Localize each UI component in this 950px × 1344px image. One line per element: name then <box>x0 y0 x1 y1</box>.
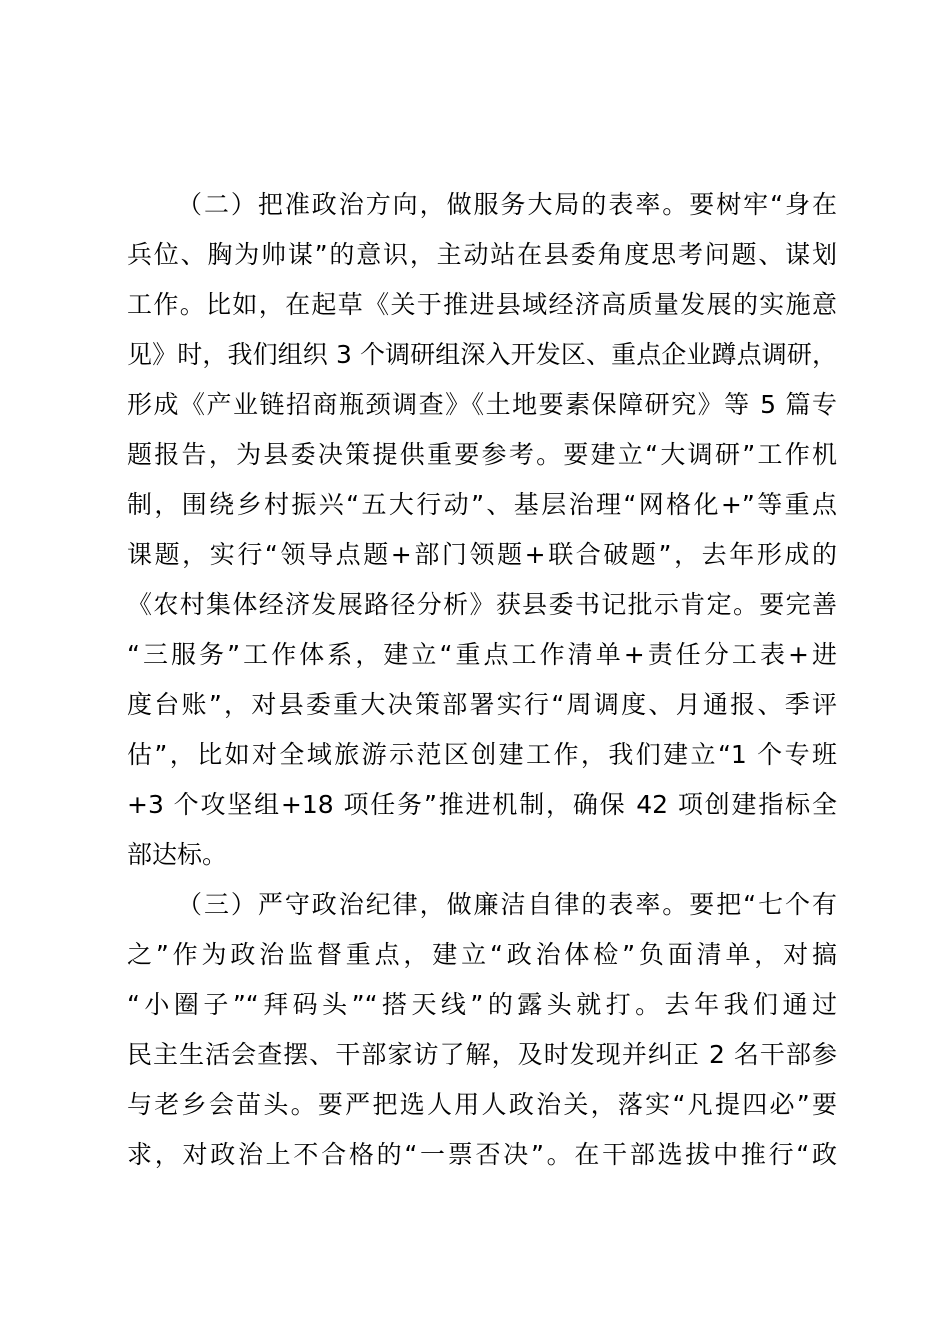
paragraph-2-line-4: 见》时，我们组织 3 个调研组深入开发区、重点企业蹲点调研， <box>127 340 837 369</box>
paragraph-2-line-12: 估”，比如对全域旅游示范区创建工作，我们建立“1 个专班 <box>127 740 837 769</box>
paragraph-2-line-14: 部达标。 <box>127 840 228 869</box>
paragraph-3-line-2: 之”作为政治监督重点，建立“政治体检”负面清单，对搞 <box>127 940 837 969</box>
paragraph-3-line-1: （三）严守政治纪律，做廉洁自律的表率。要把“七个有 <box>177 890 837 919</box>
paragraph-3-line-4: 民主生活会查摆、干部家访了解，及时发现并纠正 2 名干部参 <box>127 1040 837 1069</box>
paragraph-2-line-10: “三服务”工作体系，建立“重点工作清单+责任分工表+进 <box>127 640 837 669</box>
paragraph-2-line-1: （二）把准政治方向，做服务大局的表率。要树牢“身在 <box>177 190 837 219</box>
paragraph-2-line-2: 兵位、胸为帅谋”的意识，主动站在县委角度思考问题、谋划 <box>127 240 837 269</box>
paragraph-2-line-13: +3 个攻坚组+18 项任务”推进机制，确保 42 项创建指标全 <box>127 790 837 819</box>
paragraph-2-line-9: 《农村集体经济发展路径分析》获县委书记批示肯定。要完善 <box>127 590 837 619</box>
paragraph-3-line-5: 与老乡会苗头。要严把选人用人政治关，落实“凡提四必”要 <box>127 1090 837 1119</box>
paragraph-2-line-6: 题报告，为县委决策提供重要参考。要建立“大调研”工作机 <box>127 440 837 469</box>
paragraph-2-line-11: 度台账”，对县委重大决策部署实行“周调度、月通报、季评 <box>127 690 837 719</box>
paragraph-3-line-6: 求，对政治上不合格的“一票否决”。在干部选拔中推行“政 <box>127 1140 837 1169</box>
paragraph-2-line-3: 工作。比如，在起草《关于推进县域经济高质量发展的实施意 <box>127 290 837 319</box>
paragraph-2-line-8: 课题，实行“领导点题+部门领题+联合破题”，去年形成的 <box>127 540 837 569</box>
paragraph-3-line-3: “小圈子”“拜码头”“搭天线”的露头就打。去年我们通过 <box>127 990 837 1019</box>
paragraph-2-line-7: 制，围绕乡村振兴“五大行动”、基层治理“网格化+”等重点 <box>127 490 837 519</box>
paragraph-2-line-5: 形成《产业链招商瓶颈调查》《土地要素保障研究》等 5 篇专 <box>127 390 837 419</box>
